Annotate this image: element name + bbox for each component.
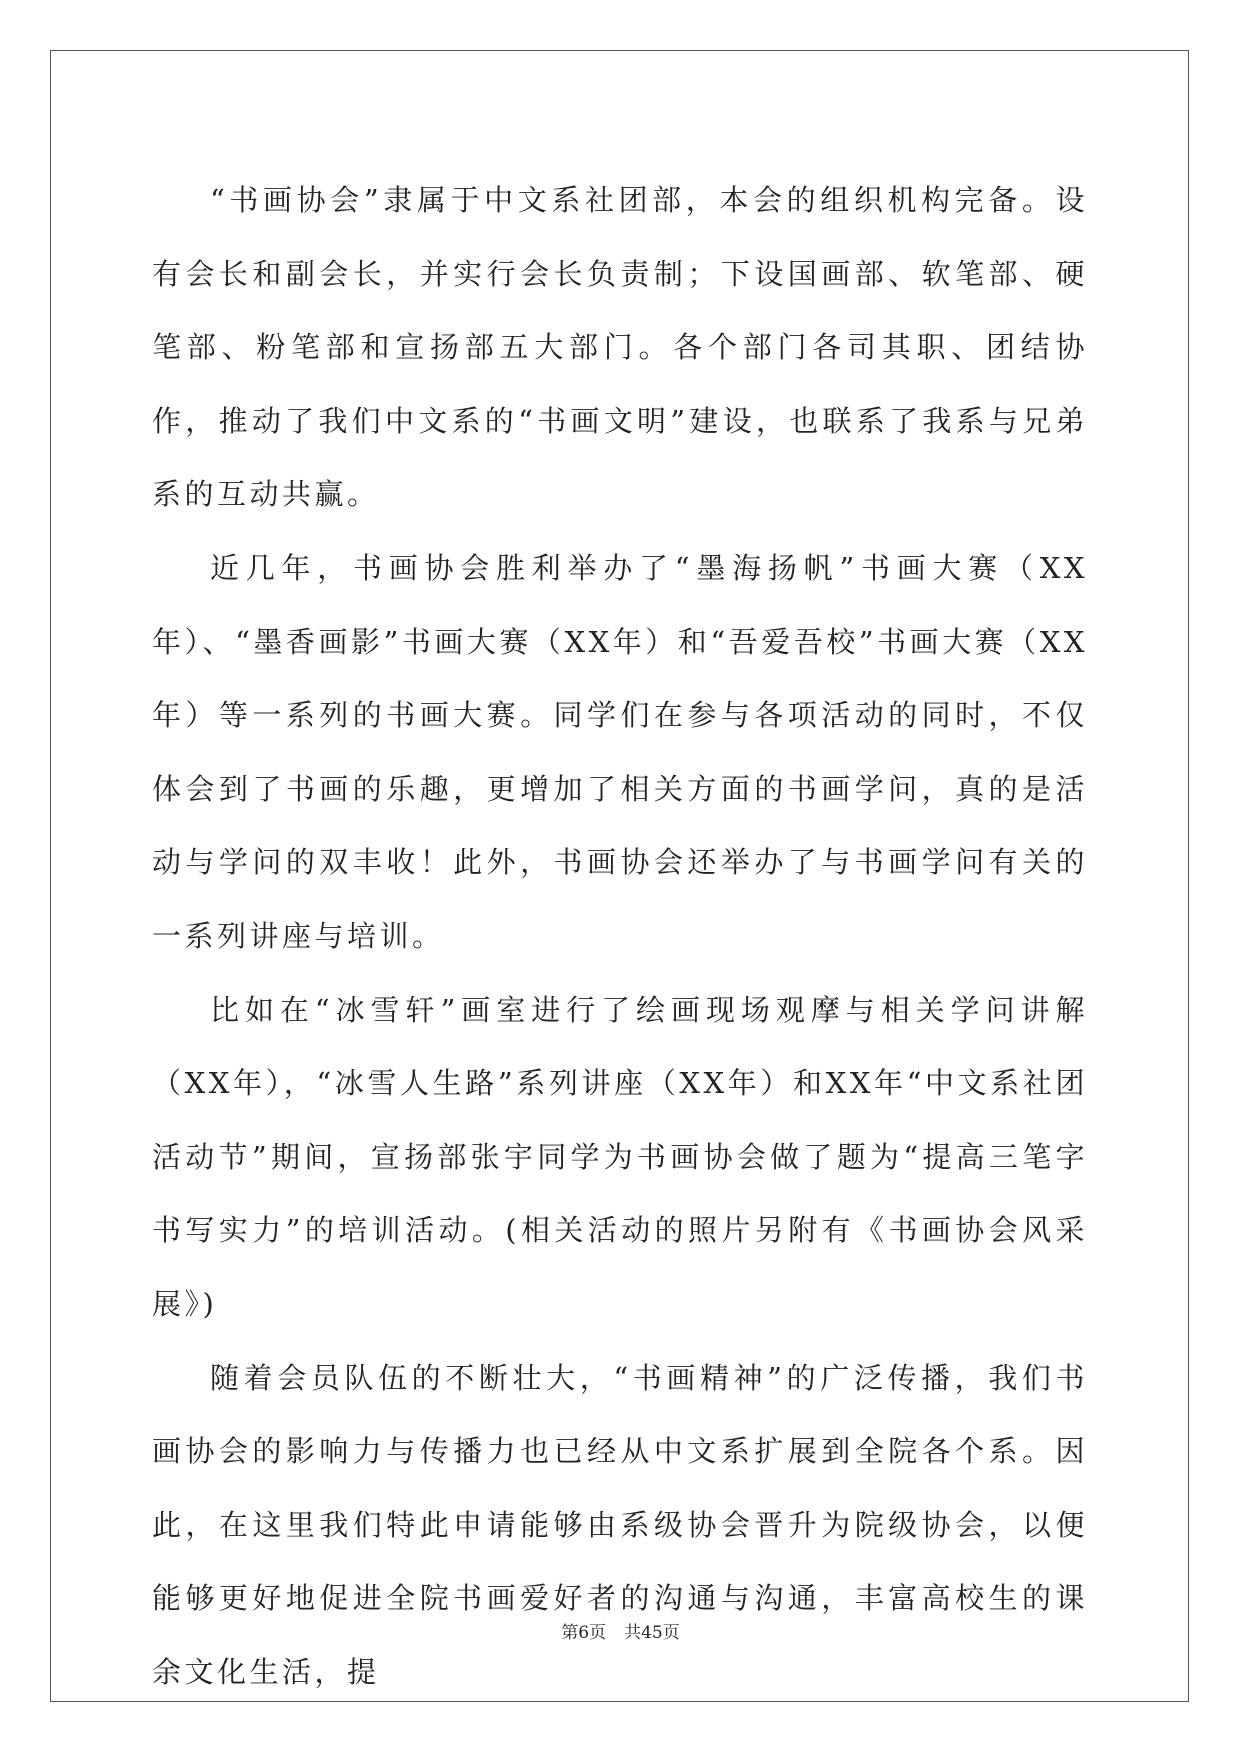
paragraph-3: 比如在“冰雪轩”画室进行了绘画现场观摩与相关学问讲解（XX年），“冰雪人生路”系列讲座（XX年）和XX年“中文系社团活动节”期间，宣扬部张宇同学为书画协会做了题为“提高三笔字书写实力”的培训活动。(相关活动的照片另附有《书画协会风采展》): [152, 992, 1088, 1321]
paragraph-4: 随着会员队伍的不断壮大，“书画精神”的广泛传播，我们书画协会的影响力与传播力也已经从中文系扩展到全院各个系。因此，在这里我们特此申请能够由系级协会晋升为院级协会，以便能够更好地促进全院书画爱好者的沟通与沟通，丰富高校生的课余文化生活，提: [152, 1360, 1088, 1689]
paragraph-1: “书画协会”隶属于中文系社团部，本会的组织机构完备。设有会长和副会长，并实行会长负责制；下设国画部、软笔部、硬笔部、粉笔部和宣扬部五大部门。各个部门各司其职、团结协作，推动了我们中文系的“书画文明”建设，也联系了我系与兄弟系的互动共赢。: [152, 183, 1088, 512]
document-body: [152, 164, 1088, 1709]
page-footer: [0, 1618, 1241, 1643]
current-page-number: 第6页: [561, 1623, 607, 1643]
paragraph-2: 近几年，书画协会胜利举办了“墨海扬帆”书画大赛（XX年）、“墨香画影”书画大赛（XX年）和“吾爱吾校”书画大赛（XX年）等一系列的书画大赛。同学们在参与各项活动的同时，不仅体会到了书画的乐趣，更增加了相关方面的书画学问，真的是活动与学问的双丰收！此外，书画协会还举办了与书画学问有关的一系列讲座与培训。: [152, 550, 1088, 953]
total-page-count: 共45页: [624, 1623, 680, 1643]
